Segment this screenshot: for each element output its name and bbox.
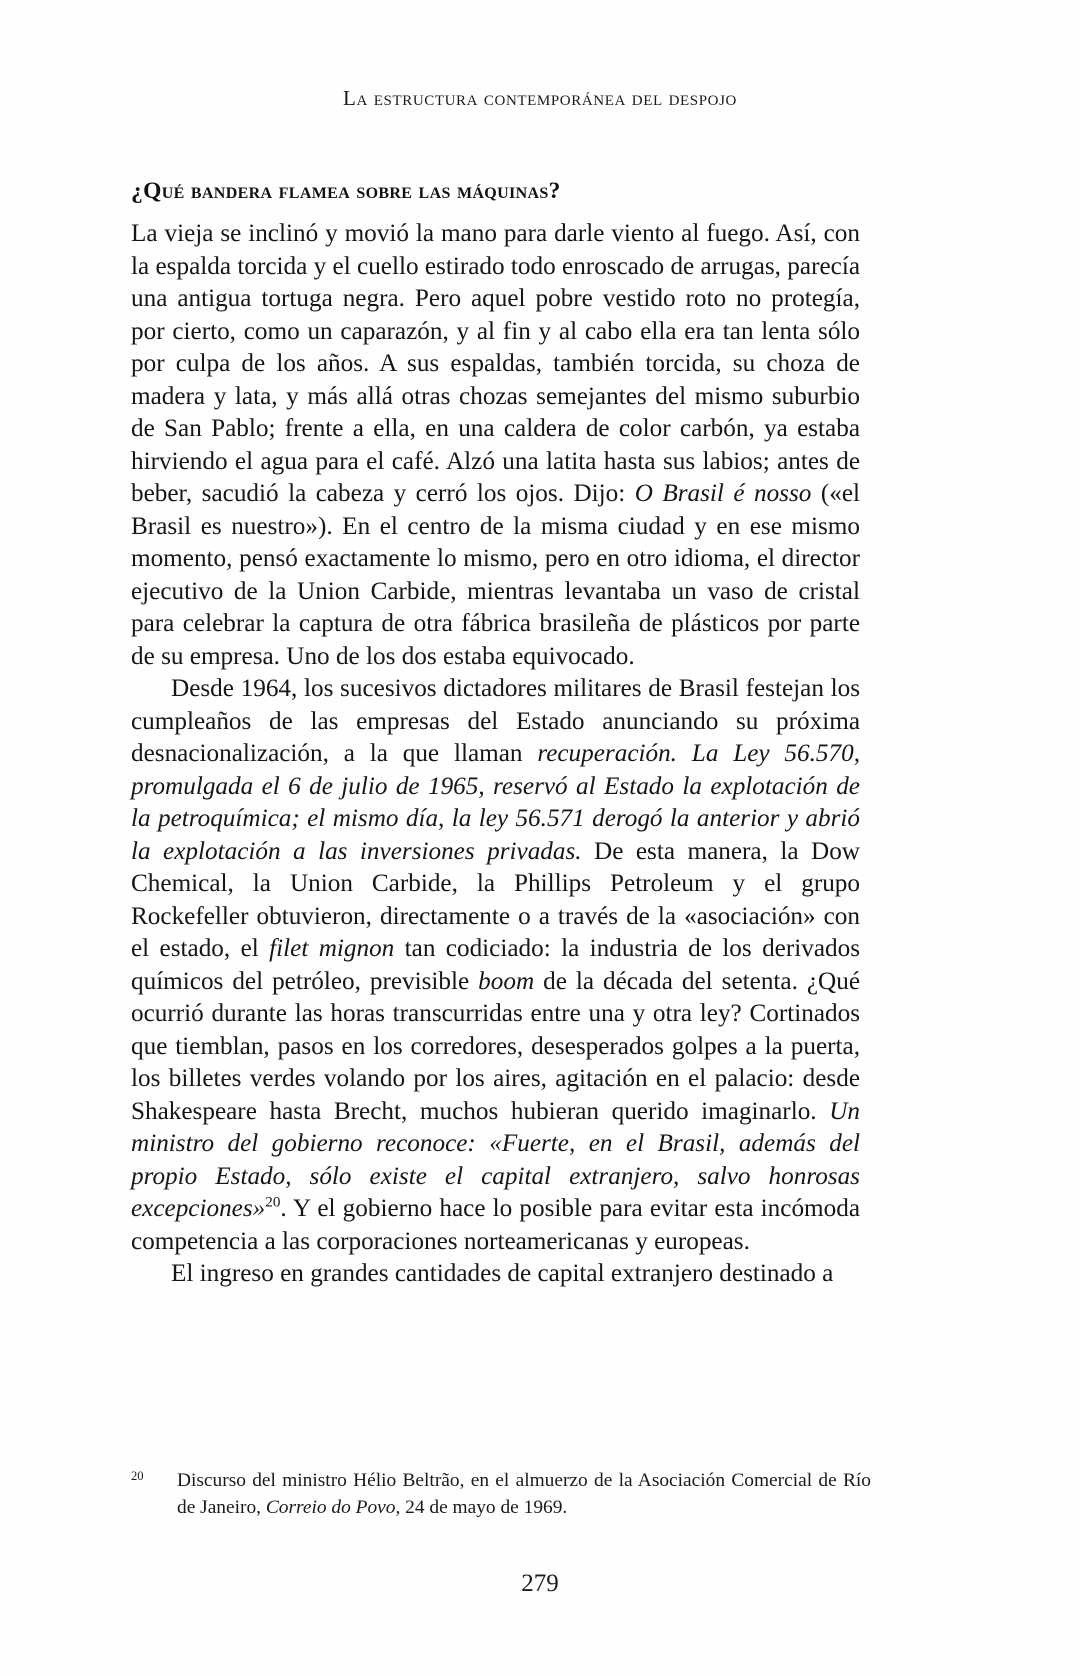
paragraph-2: Desde 1964, los sucesivos dictadores militares de Brasil festejan los cumpleaños de las empresas del Estado anunciando su próxima desnacionalización, a la que llaman recuperación. La Ley 56.570, promulgada el 6 de julio de 1965, reservó al Estado la explotación de la petroquímica; el mismo día, la ley 56.571 derogó la anterior y abrió la explotación a las inversiones privadas. De esta manera, la Dow Chemical, la Union Carbide, la Phillips Petroleum y el grupo Rockefeller obtuvieron, directamente o a través de la «asociación» con el estado, el filet mignon tan codiciado: la industria de los derivados químicos del petróleo, previsible boom de la década del setenta. ¿Qué ocurrió durante las horas transcurridas entre una y otra ley? Cortinados que tiemblan, pasos en los corredores, desesperados golpes a la puerta, los billetes verdes volando por los aires, agitación en el palacio: desde Shakespeare hasta Brecht, muchos hubieran querido imaginarlo. Un ministro del gobierno reconoce: «Fuerte, en el Brasil, además del propio Estado, sólo existe el capital extranjero, salvo honrosas excepciones»$^{20}$. Y el gobierno hace lo posible para evitar esta incómoda competencia a las corporaciones norteamericanas y europeas. [131, 675, 861, 1255]
page-number: 279 [521, 1570, 559, 1597]
footnote-number: 20 [131, 1469, 144, 1483]
footnote-text: Discurso del ministro Hélio Beltrão, en el almuerzo de la Asociación Comercial de Río de Janeiro, Correio do Povo, 24 de mayo de 1969. [177, 1470, 871, 1518]
footnote [131, 1467, 871, 1521]
paragraph-1: La vieja se inclinó y movió la mano para darle viento al fuego. Así, con la espalda torcida y el cuello estirado todo enroscado de arrugas, parecía una antigua tortuga negra. Pero aquel pobre vestido roto no protegía, por cierto, como un caparazón, y al fin y al cabo ella era tan lenta sólo por culpa de los años. A sus espaldas, también torcida, su choza de madera y lata, y más allá otras chozas semejantes del mismo suburbio de San Pablo; frente a ella, en una caldera de color carbón, ya estaba hirviendo el agua para el café. Alzó una latita hasta sus labios; antes de beber, sacudió la cabeza y cerró los ojos. Dijo: O Brasil é nosso («el Brasil es nuestro»). En el centro de la misma ciudad y en ese mismo momento, pensó exactamente lo mismo, pero en otro idioma, el director ejecutivo de la Union Carbide, mientras levantaba un vaso de cristal para celebrar la captura de otra fábrica brasileña de plásticos por parte de su empresa. Uno de los dos estaba equivocado. [131, 220, 861, 670]
body-text [131, 218, 860, 1291]
running-head: La estructura contemporánea del despojo [343, 86, 737, 110]
paragraph-3: El ingreso en grandes cantidades de capital extranjero destinado a [171, 1260, 834, 1287]
section-heading: ¿Qué bandera flamea sobre las máquinas? [131, 177, 561, 204]
